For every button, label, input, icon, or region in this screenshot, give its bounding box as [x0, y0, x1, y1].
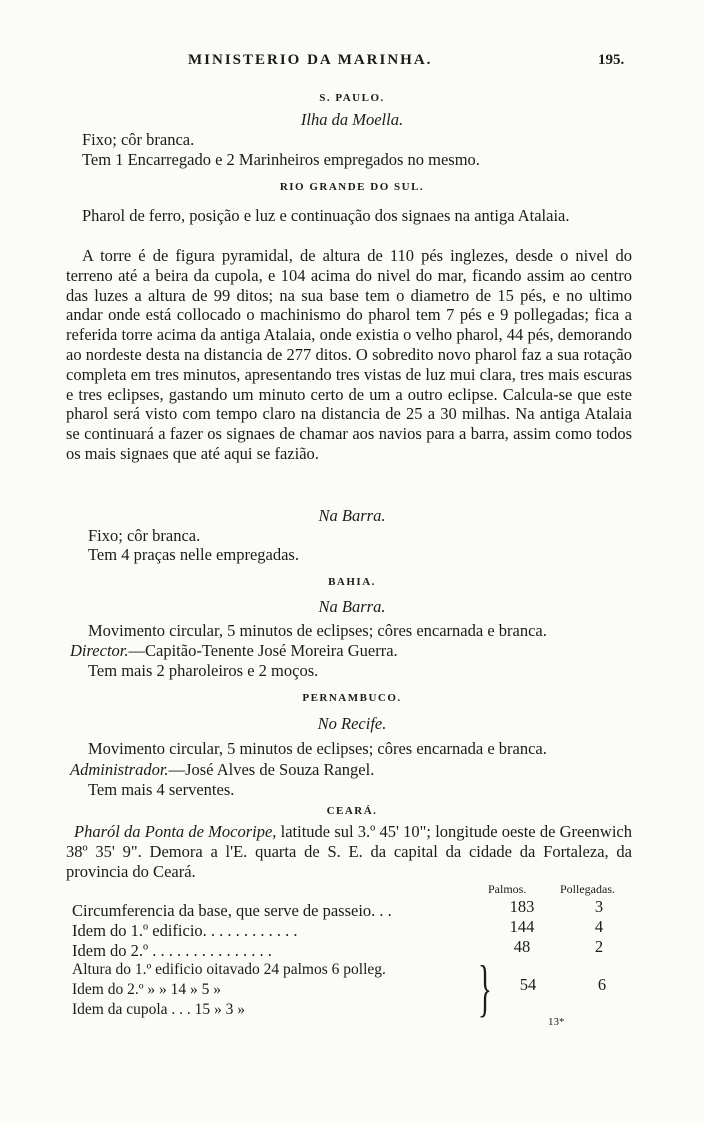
- pernambuco-line-1: Movimento circular, 5 minutos de eclipses; côres encarnada e branca.: [88, 739, 547, 758]
- running-title: MINISTERIO DA MARINHA.: [188, 52, 433, 68]
- sao-paulo-line-2: Tem 1 Encarregado e 2 Marinheiros empregados no mesmo.: [82, 150, 480, 169]
- section-heading-rio-grande: RIO GRANDE DO SUL.: [279, 181, 425, 193]
- table-cell-pollegadas: 4: [594, 917, 604, 936]
- table-cell-pollegadas: 2: [594, 937, 604, 956]
- table-cell-palmos: 48: [513, 937, 531, 956]
- altura-row: Idem do 2.º » » 14 » 5 »: [72, 981, 222, 998]
- bahia-line-1: Movimento circular, 5 minutos de eclipses; côres encarnada e branca.: [88, 621, 547, 640]
- admin-name: —José Alves de Souza Rangel.: [168, 760, 375, 779]
- table-row-label: Circumferencia da base, que serve de passeio. . .: [72, 901, 392, 920]
- place-ilha-da-moella: Ilha da Moella.: [300, 110, 404, 129]
- table-row-label: Idem do 1.º edificio. . . . . . . . . . . .: [72, 921, 298, 940]
- sao-paulo-line-1: Fixo; côr branca.: [82, 130, 195, 149]
- admin-label: Administrador.: [70, 760, 169, 779]
- page-number: 195.: [598, 52, 625, 68]
- altura-total-palmos: 54: [519, 975, 537, 994]
- bahia-line-3: Tem mais 2 pharoleiros e 2 moços.: [88, 661, 319, 680]
- altura-total-pollegadas: 6: [597, 975, 607, 994]
- director-name: —Capitão-Tenente José Moreira Guerra.: [128, 641, 398, 660]
- section-heading-bahia: BAHIA.: [328, 576, 376, 588]
- altura-row: Idem da cupola . . . 15 » 3 »: [72, 1001, 246, 1018]
- ceara-intro-place: Pharól da Ponta de Mocoripe,: [74, 822, 277, 841]
- ceara-intro: [66, 822, 632, 881]
- altura-row: Altura do 1.º edificio oitavado 24 palmos 6 polleg.: [72, 961, 386, 978]
- pernambuco-admin-line: [70, 760, 374, 780]
- bahia-director-line: [70, 641, 398, 661]
- rio-grande-paragraph-1: Pharol de ferro, posição e luz e continuação dos signaes na antiga Atalaia.: [82, 206, 570, 225]
- rio-grande-line-1: Fixo; côr branca.: [88, 526, 201, 545]
- place-na-barra-bahia: Na Barra.: [318, 597, 386, 616]
- rio-grande-paragraph-2: A torre é de figura pyramidal, de altura de 110 pés inglezes, desde o nivel do terreno até a beira da cupola, e 104 acima do nivel do mar, ficando assim ao centro das luzes a altura de 99 ditos; na sua base tem o diametro de 15 pés, e no ultimo andar onde está collocado o machinismo do pharol tem 7 pés e 9 pollegadas; fica a referida torre acima da antiga Atalaia, onde existia o velho pharol, 44 pés, demorando ao nordeste desta na distancia de 277 ditos. O sobredito novo pharol faz a sua rotação completa em tres minutos, apresentando tres vistas de luz mui clara, tres mais escuras e tres eclipses, gastando um minuto certo de um a outro eclipse. Calcula-se que este pharol será visto com tempo claro na distancia de 25 a 30 milhas. Na antiga Atalaia se continuará a fazer os signaes de chamar aos navios para a barra, assim como todos os mais signaes que até aqui se fazião.: [66, 246, 632, 463]
- place-na-barra-rio-grande: Na Barra.: [318, 506, 386, 525]
- column-header-palmos: Palmos.: [488, 882, 527, 896]
- place-no-recife: No Recife.: [317, 714, 387, 733]
- table-row-label: Idem do 2.º . . . . . . . . . . . . . . .: [72, 941, 272, 960]
- signature-mark: 13*: [548, 1016, 565, 1028]
- table-cell-pollegadas: 3: [594, 897, 604, 916]
- section-heading-sao-paulo: S. PAULO.: [319, 92, 385, 104]
- table-cell-palmos: 183: [509, 897, 535, 916]
- section-heading-ceara: CEARÁ.: [326, 805, 378, 817]
- page-header: [0, 52, 704, 76]
- director-label: Director.: [70, 641, 129, 660]
- table-cell-palmos: 144: [509, 917, 535, 936]
- rio-grande-line-2: Tem 4 praças nelle empregadas.: [88, 545, 299, 564]
- grouping-brace: }: [478, 952, 492, 1023]
- section-heading-pernambuco: PERNAMBUCO.: [302, 692, 402, 704]
- ceara-intro-rest: latitude sul 3.º 45' 10"; longitude oeste de Greenwich 38º 35' 9". Demora a l'E. quarta de S. E. da capital da cidade da Fortaleza, da provincia do Ceará.: [66, 822, 633, 881]
- column-header-pollegadas: Pollegadas.: [560, 882, 615, 896]
- pernambuco-line-3: Tem mais 4 serventes.: [88, 780, 235, 799]
